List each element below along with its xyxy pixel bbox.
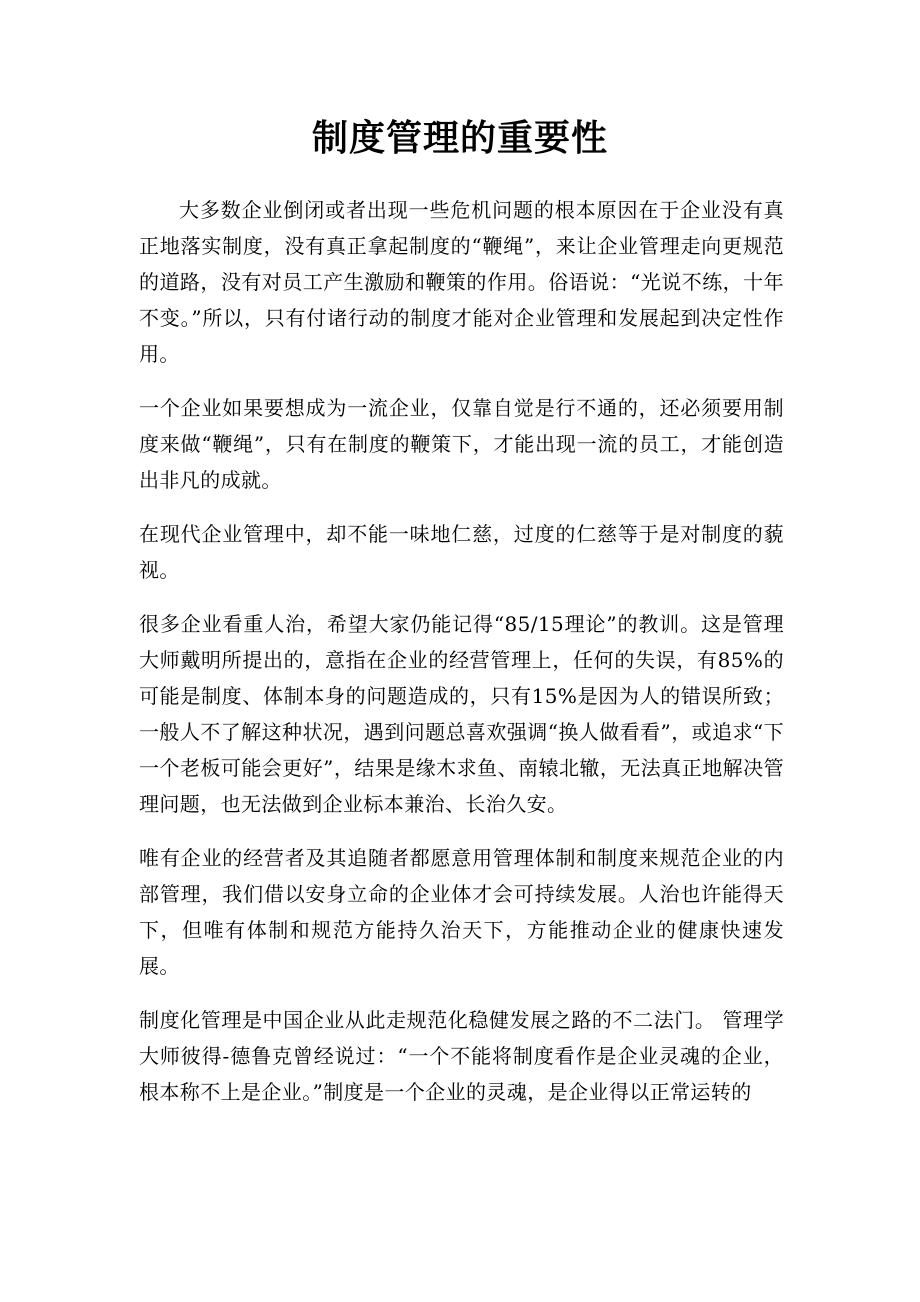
paragraph-6: 制度化管理是中国企业从此走规范化稳健发展之路的不二法门。 管理学大师彼得-德鲁克曾经说过：“一个不能将制度看作是企业灵魂的企业，根本称不上是企业。”制度是一个企业的灵魂，是企业得以正常运转的 <box>139 1008 784 1104</box>
paragraph-2: 一个企业如果要想成为一流企业，仅靠自觉是行不通的，还必须要用制度来做“鞭绳”，只有在制度的鞭策下，才能出现一流的员工，才能创造出非凡的成就。 <box>139 396 784 492</box>
document-title: 制度管理的重要性 <box>311 117 608 159</box>
paragraph-3: 在现代企业管理中，却不能一味地仁慈，过度的仁慈等于是对制度的藐视。 <box>139 522 784 582</box>
paragraph-5: 唯有企业的经营者及其追随者都愿意用管理体制和制度来规范企业的内部管理，我们借以安身立命的企业体才会可持续发展。人治也许能得天下，但唯有体制和规范方能持久治天下，方能推动企业的健康快速发展。 <box>139 846 784 978</box>
paragraph-4: 很多企业看重人治，希望大家仍能记得“85/15理论”的教训。这是管理大师戴明所提出的，意指在企业的经营管理上，任何的失误，有85%的可能是制度、体制本身的问题造成的，只有15%是因为人的错误所致；一般人不了解这种状况，遇到问题总喜欢强调“换人做看看”，或追求“下一个老板可能会更好”，结果是缘木求鱼、南辕北辙，无法真正地解决管理问题，也无法做到企业标本兼治、长治久安。 <box>139 612 784 816</box>
paragraph-1: 大多数企业倒闭或者出现一些危机问题的根本原因在于企业没有真正地落实制度，没有真正拿起制度的“鞭绳”，来让企业管理走向更规范的道路，没有对员工产生激励和鞭策的作用。俗语说：“光说不练，十年不变。”所以，只有付诸行动的制度才能对企业管理和发展起到决定性作用。 <box>139 198 784 366</box>
document-body <box>139 192 784 1128</box>
